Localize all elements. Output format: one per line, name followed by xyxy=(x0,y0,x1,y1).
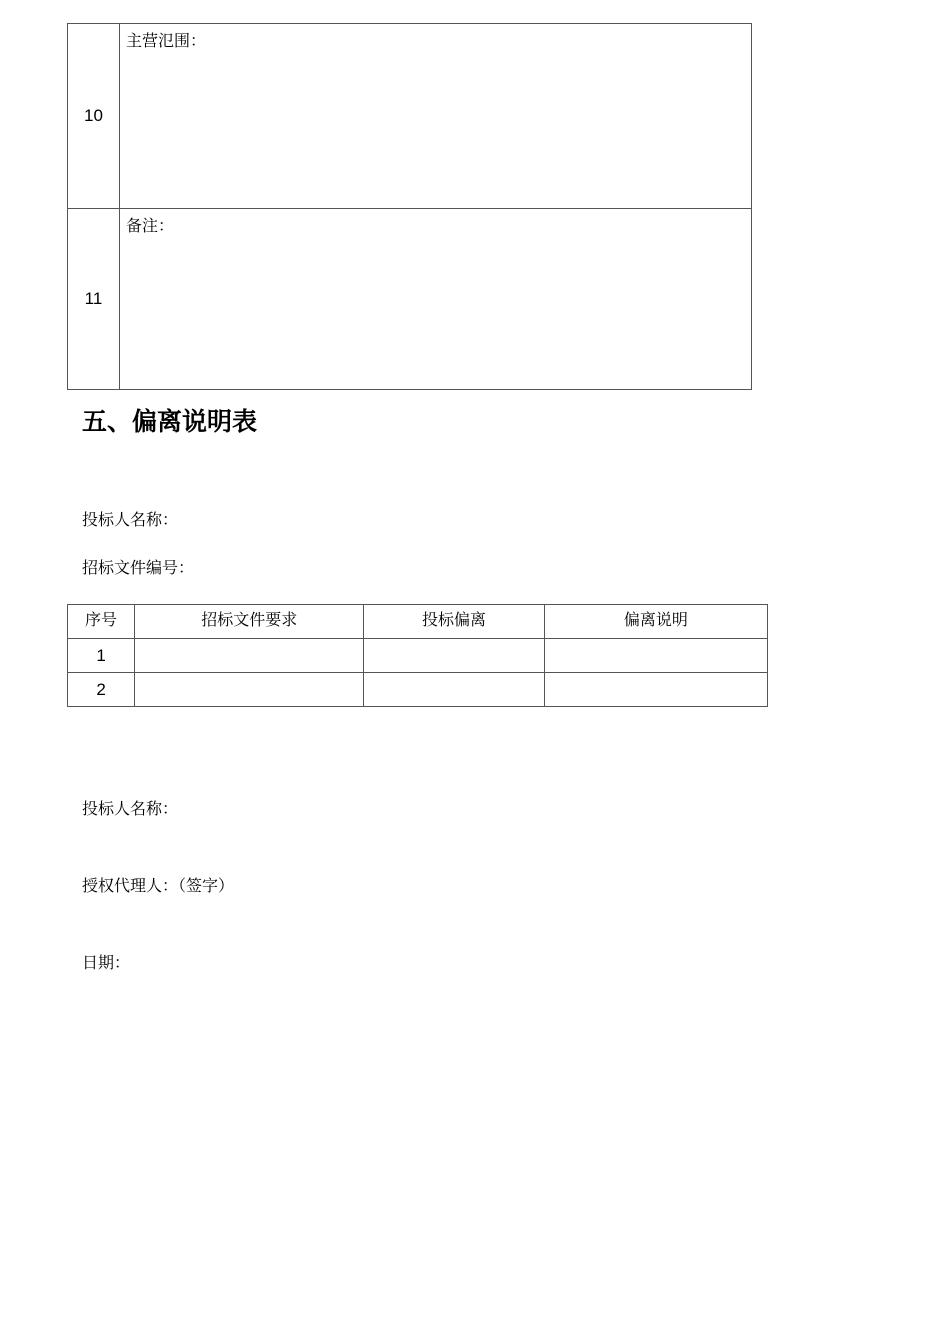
remarks-label: 备注： xyxy=(126,216,175,235)
business-scope-cell[interactable] xyxy=(120,24,752,209)
cell-deviation[interactable] xyxy=(364,673,544,707)
remarks-cell[interactable] xyxy=(120,209,752,390)
cell-deviation[interactable] xyxy=(364,639,544,673)
table-row xyxy=(68,639,768,673)
cell-explanation[interactable] xyxy=(544,639,767,673)
cell-seq: 2 xyxy=(68,673,135,707)
cell-requirement[interactable] xyxy=(135,639,364,673)
row-number: 10 xyxy=(68,24,120,209)
header-requirement: 招标文件要求 xyxy=(135,605,364,639)
cell-seq: 1 xyxy=(68,639,135,673)
header-seq: 序号 xyxy=(68,605,135,639)
authorized-agent-label: 授权代理人：（签字） xyxy=(82,876,235,895)
date-label: 日期： xyxy=(82,953,131,972)
signature-bidder-name-label: 投标人名称： xyxy=(82,799,179,818)
table-header-row xyxy=(68,605,768,639)
business-scope-label: 主营氾围： xyxy=(126,31,207,50)
tender-doc-number-label: 招标文件编号： xyxy=(82,558,195,577)
table-row xyxy=(68,24,752,209)
header-deviation: 投标偏离 xyxy=(364,605,544,639)
bidder-name-label: 投标人名称： xyxy=(82,510,179,529)
row-number: 11 xyxy=(68,209,120,390)
cell-requirement[interactable] xyxy=(135,673,364,707)
info-table xyxy=(67,23,752,390)
header-explanation: 偏离说明 xyxy=(544,605,767,639)
table-row xyxy=(68,209,752,390)
deviation-table xyxy=(67,604,768,707)
table-row xyxy=(68,673,768,707)
section-title: 五、偏离说明表 xyxy=(82,407,258,436)
cell-explanation[interactable] xyxy=(544,673,767,707)
